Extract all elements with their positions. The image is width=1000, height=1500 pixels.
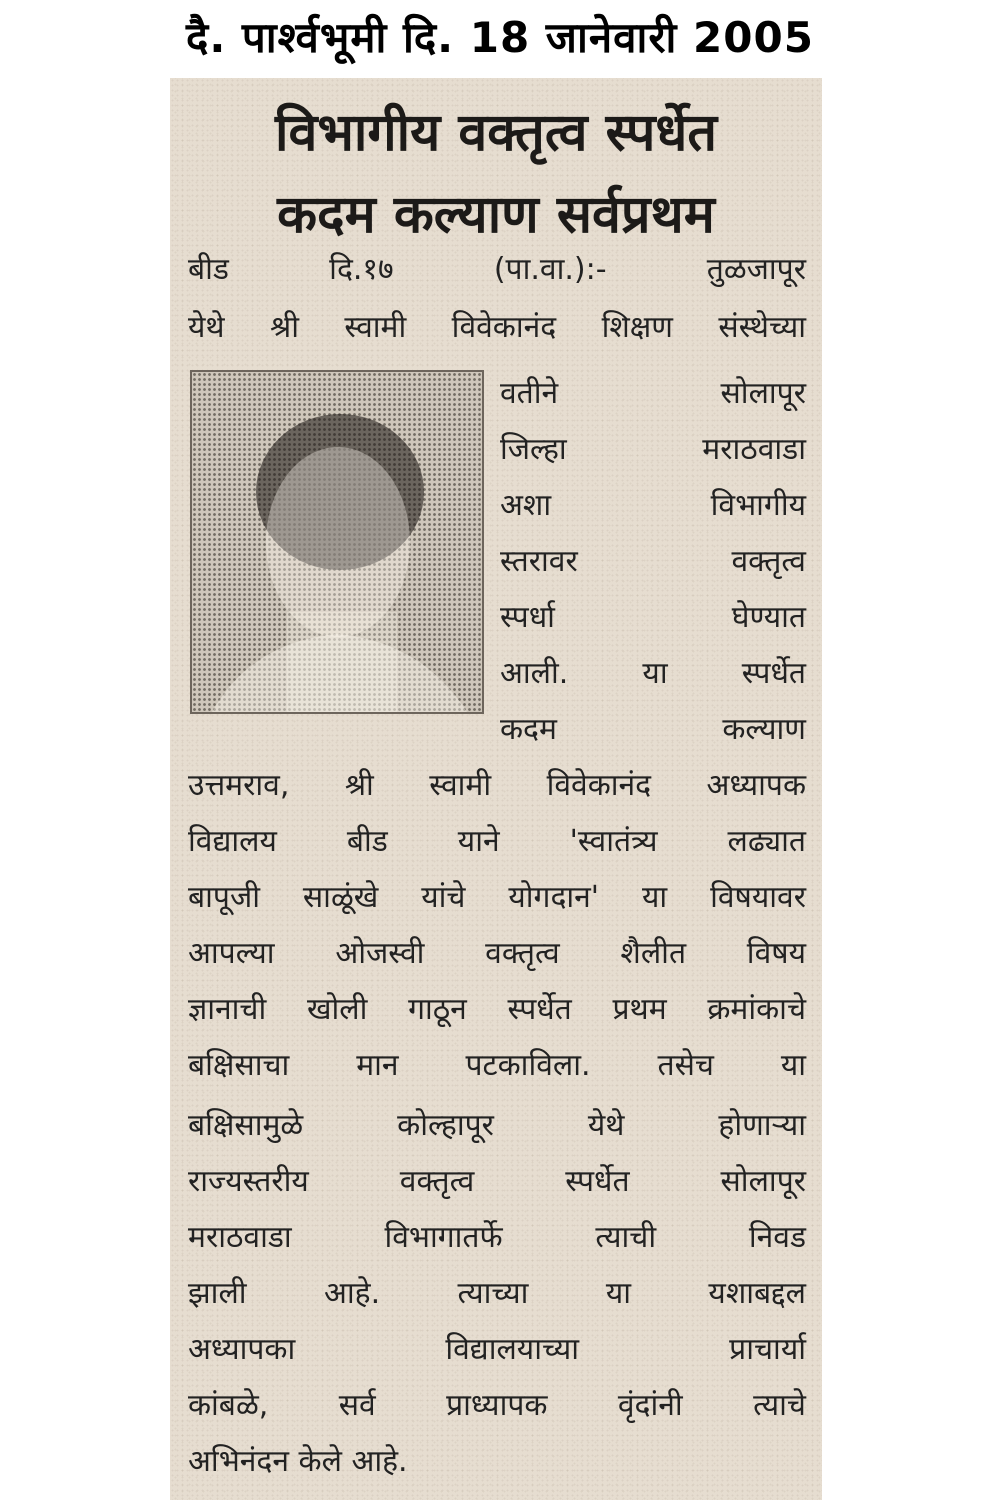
article-line: विद्यालय बीड याने 'स्वातंत्र्य लढ्यात: [188, 824, 806, 859]
article-line: ज्ञानाची खोली गाठून स्पर्धेत प्रथम क्रमांकाचे: [188, 992, 806, 1027]
article-line: आली. या स्पर्धेत: [500, 656, 806, 691]
article-line: कांबळे, सर्व प्राध्यापक वृंदांनी त्याचे: [188, 1388, 806, 1423]
person-photo: [190, 370, 484, 714]
article-line: येथे श्री स्वामी विवेकानंद शिक्षण संस्थेच्या: [188, 310, 806, 345]
article-line: बीड दि.१७ (पा.वा.):- तुळजापूर: [188, 252, 806, 287]
person-portrait: [192, 372, 482, 712]
article-line: स्पर्धा घेण्यात: [500, 600, 806, 635]
newspaper-clipping: [170, 78, 822, 1500]
article-line: झाली आहे. त्याच्या या यशाबद्दल: [188, 1276, 806, 1311]
article-line: बक्षिसामुळे कोल्हापूर येथे होणाऱ्या: [188, 1108, 806, 1143]
clipping-caption: दै. पार्श्वभूमी दि. 18 जानेवारी 2005: [186, 13, 814, 62]
article-line: स्तरावर वक्तृत्व: [500, 544, 806, 579]
article-line: बक्षिसाचा मान पटकाविला. तसेच या: [188, 1048, 806, 1083]
article-line: वतीने सोलापूर: [500, 376, 806, 411]
article-line: उत्तमराव, श्री स्वामी विवेकानंद अध्यापक: [188, 768, 806, 803]
article-line: बापूजी साळूंखे यांचे योगदान' या विषयावर: [188, 880, 806, 915]
article-line: आपल्या ओजस्वी वक्तृत्व शैलीत विषय: [188, 936, 806, 971]
article-line: मराठवाडा विभागातर्फे त्याची निवड: [188, 1220, 806, 1255]
article-line: जिल्हा मराठवाडा: [500, 432, 806, 467]
article-line: अशा विभागीय: [500, 488, 806, 523]
article-line: अध्यापका विद्यालयाच्या प्राचार्या: [188, 1332, 806, 1367]
headline-line-1: विभागीय वक्तृत्व स्पर्धेत: [274, 103, 717, 163]
article-line: अभिनंदन केले आहे.: [188, 1444, 408, 1479]
article-line: राज्यस्तरीय वक्तृत्व स्पर्धेत सोलापूर: [188, 1164, 806, 1199]
article-line: कदम कल्याण: [500, 712, 806, 747]
headline-line-2: कदम कल्याण सर्वप्रथम: [277, 185, 715, 245]
